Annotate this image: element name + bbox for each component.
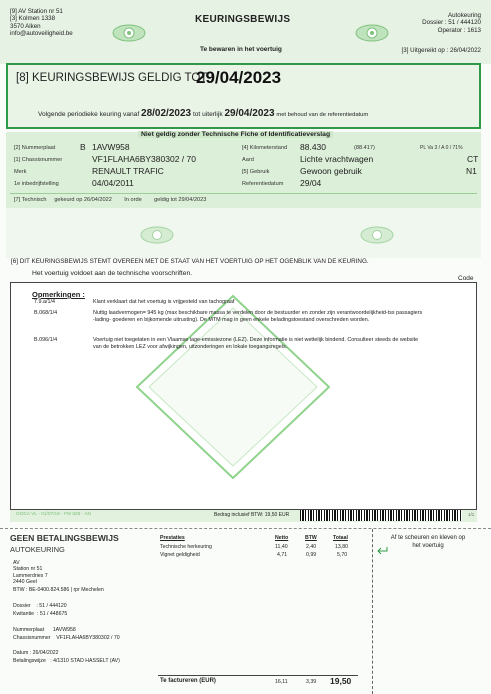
plate-label: [2] Nummerplaat [14, 145, 56, 151]
dossier-number: Dossier : 51 / 444120 [422, 19, 481, 27]
total-divider [158, 675, 358, 676]
plate-prefix: B [80, 142, 86, 152]
remark-text: Nuttig laadvermogen= 945 kg (max beschikbare massa te verdelen door de bestuurder en zonder zijn verantwoordelijkheid-tss passagiers -lading- goederen en bijkomende uitrusting). De MTM mag in geen enkele beladingstoestand overschreden worden. [93, 310, 423, 323]
address-line-1: [3] Kolmen 1338 [10, 15, 56, 23]
tear-line [0, 528, 491, 529]
remark-text: Voertuig niet toegelaten in een Vlaamse lage-emissiezone (LEZ). Deze informatie is niet wettelijk bindend. Consulteer steeds de website van de betrokken LEZ voor afwijkingen, uitzonderingen en lokale toegangsregels. [93, 337, 419, 350]
receipt-dossier: Dossier : 51 / 444120 [13, 603, 67, 609]
statement-text: [6] DIT KEURINGSBEWIJS STEMT OVEREEN MET DE STAAT VAN HET VOERTUIG OP HET OGENBLIK VAN DE KEURING. [11, 258, 369, 265]
column-header: Totaal [333, 535, 348, 541]
inspection-info [422, 12, 481, 34]
receipt-address [13, 560, 48, 586]
code-label: Code [458, 275, 474, 282]
cut-arrow-icon [376, 546, 388, 554]
validity-date: 29/04/2023 [196, 68, 282, 87]
vehicle-kind-code: CT [467, 154, 479, 164]
table-row-btw: 2,40 [306, 544, 317, 550]
technical-divider [10, 193, 477, 194]
form-code: GOCA VL - 01/07/19 - FM 826 - AN [16, 512, 92, 517]
eye-logo-icon [360, 226, 394, 244]
page-number: 1/1 [468, 512, 475, 517]
km-label: [4] Kilometerstand [242, 145, 288, 151]
receipt-kwitantie: Kwitantie : 51 / 448675 [13, 611, 68, 617]
column-header: Prestaties [160, 535, 185, 541]
document-title: KEURINGSBEWIJS [195, 14, 291, 25]
reference-date-label: Referentiedatum [242, 181, 284, 187]
table-row-name: Vignet geldigheid [160, 552, 200, 558]
chassis-label: [1] Chassisnummer [14, 157, 63, 163]
emission-info: PL Va 3 / A 0 / 71% [420, 145, 463, 151]
station-address [10, 8, 73, 38]
remark-code: 7.9.a/1/4 [34, 299, 55, 305]
operator-number: Operator : 1613 [437, 26, 481, 34]
eye-logo-icon [355, 24, 389, 42]
validity-mid: tot uiterlijk [192, 111, 223, 118]
km-previous: (88.417) [354, 145, 375, 151]
receipt-chassis: Chassisnummer VF1FLAHA6BY380302 / 70 [13, 635, 120, 641]
remark-code: B.068/1/4 [34, 310, 58, 316]
reference-date: 29/04 [300, 178, 322, 188]
receipt-vat: BTW : BE-0400.824.586 | rpr Mechelen [13, 587, 104, 593]
table-row-netto: 4,71 [277, 552, 288, 558]
receipt-subtitle: AUTOKEURING [10, 545, 65, 554]
receipt-plate: Nummerplaat 1AVW958 [13, 627, 76, 633]
issue-date: [3] Uitgereikt op : 26/04/2022 [401, 47, 481, 54]
vehicle-kind: Lichte vrachtwagen [300, 154, 374, 164]
receipt-payment: Betalingswijze : 4/1310 STAD HASSELT (AV) [13, 658, 120, 664]
validity-until-date: 29/04/2023 [224, 108, 275, 119]
vignette-cut-line [372, 529, 373, 694]
validity-notice: Niet geldig zonder Technische Fiche of Identificatieverslag [138, 131, 333, 138]
total-netto: 16,11 [275, 679, 288, 685]
address-line: Station nr 51 [13, 566, 43, 573]
remark-text: Klant verklaart dat het voertuig is vrijgesteld van tachograaf [93, 299, 235, 305]
first-registration-date: 04/04/2011 [92, 178, 134, 188]
total-btw: 3,39 [306, 679, 317, 685]
address-line-2: 3570 Alken [10, 22, 41, 30]
validity-label: [8] KEURINGSBEWIJS GELDIG TOT : [16, 72, 214, 84]
address-line: Lammerdries 7 [13, 572, 48, 579]
station-line: [9] AV Station nr 51 [10, 8, 63, 15]
total-amount: 19,50 [330, 676, 352, 686]
receipt-title: GEEN BETALINGSBEWIJS [10, 533, 119, 543]
chassis-number: VF1FLAHA6BY380302 / 70 [92, 154, 196, 164]
barcode [300, 510, 462, 521]
table-row-name: Technische herkeuring [160, 544, 212, 550]
amount-including-vat: Bedrag inclusief BTW: 19,50 EUR [214, 512, 290, 518]
vehicle-make: RENAULT TRAFIC [92, 166, 164, 176]
remark-code: B.096/1/4 [34, 337, 58, 343]
inspection-type: Autokeuring [447, 12, 481, 19]
column-header: Netto [275, 535, 289, 541]
technical-status: [7] Technisch gekeurd op 26/04/2022 In orde geldig tot 29/04/2023 [14, 197, 207, 203]
validity-prefix: Volgende periodieke keuring vanaf [38, 111, 140, 118]
address-line: AV [13, 560, 20, 566]
validity-suffix: met behoud van de referentiedatum [276, 112, 369, 118]
validity-line [38, 108, 368, 119]
table-row-total: 5,70 [337, 552, 348, 558]
conformity-text: Het voertuig voldoet aan de technische voorschriften. [32, 270, 193, 277]
remarks-title: Opmerkingen : [32, 290, 85, 299]
vehicle-use-code: N1 [466, 166, 477, 176]
station-email: info@autoveiligheid.be [10, 30, 73, 38]
km-value: 88.430 [300, 142, 326, 152]
eye-logo-icon [112, 24, 146, 42]
address-line: 2440 Geel [13, 579, 37, 586]
receipt-date: Datum : 26/04/2022 [13, 650, 59, 656]
document-subtitle: Te bewaren in het voertuig [200, 46, 282, 53]
table-row-netto: 11,40 [275, 544, 288, 550]
aard-label: Aard [242, 157, 254, 163]
eye-logo-icon [140, 226, 174, 244]
column-header: BTW [305, 535, 317, 541]
watermark-band [6, 208, 481, 258]
plate-number: 1AVW958 [92, 142, 130, 152]
make-label: Merk [14, 169, 27, 175]
validity-from-date: 28/02/2023 [141, 108, 192, 119]
table-row-total: 13,80 [335, 544, 348, 550]
first-registration-label: 1e inbedrijfstelling [14, 181, 59, 187]
table-row-btw: 0,99 [306, 552, 317, 558]
total-label: Te factureren (EUR) [160, 678, 216, 684]
vehicle-use: Gewoon gebruik [300, 166, 362, 176]
use-label: [5] Gebruik [242, 169, 270, 175]
tear-note: Af te scheuren en kleven op het voertuig [390, 535, 466, 549]
